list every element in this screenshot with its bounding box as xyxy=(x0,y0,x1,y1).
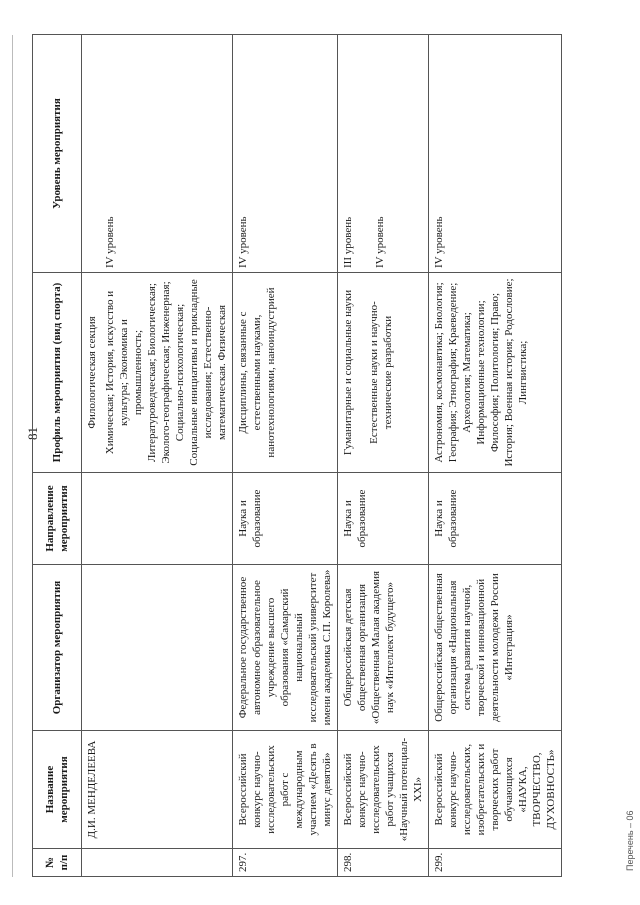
cell-direction: Наука и образование xyxy=(233,473,338,565)
cell-num: 298. xyxy=(338,849,429,877)
cell-name: Всероссийский конкурс научно-исследовательских, изобретательских и творческих работ обучающихся «НАУКА, ТВОРЧЕСТВО, ДУХОВНОСТЬ» xyxy=(429,731,562,849)
cell-num xyxy=(82,849,233,877)
level-line: IV уровень xyxy=(104,216,116,268)
profile-line: Гуманитарные и социальные науки xyxy=(342,289,354,456)
events-table xyxy=(32,34,562,877)
cell-level xyxy=(233,35,338,273)
header-num: № п/п xyxy=(33,849,82,877)
cell-organizer: Федеральное государственное автономное образовательное учреждение высшего образования «Самарский национальный исследовательский университет имени академика С.П. Королева» xyxy=(233,565,338,731)
header-level: Уровень мероприятия xyxy=(33,35,82,273)
cell-direction: Наука и образование xyxy=(338,473,429,565)
cell-profile xyxy=(82,273,233,473)
cell-organizer: Общероссийская детская общественная организация «Общественная Малая академия наук «Интеллект будущего» xyxy=(338,565,429,731)
cell-organizer xyxy=(82,565,233,731)
profile-line: Естественные науки и научно-технические разработки xyxy=(368,301,394,444)
table-row xyxy=(338,35,429,877)
cell-direction xyxy=(82,473,233,565)
cell-num: 299. xyxy=(429,849,562,877)
level-line: IV уровень xyxy=(374,216,386,268)
profile-line: Химическая; История, искусство и культура; Экономика и промышленность; Литературоведческая; Биологическая; Эколого-географическая; Инженерная; Социально-психологическая; Социальные инициативы и прикладные исследования; Естественно-математическая. Физическая xyxy=(104,279,228,466)
cell-direction: Наука и образование xyxy=(429,473,562,565)
page-number: 81 xyxy=(25,427,40,440)
header-organizer: Организатор мероприятия xyxy=(33,565,82,731)
header-profile: Профиль мероприятия (вид спорта) xyxy=(33,273,82,473)
cell-profile xyxy=(429,273,562,473)
cell-name: Всероссийский конкурс научно-исследовательских работ с международным участием «Десять в минус девятой» xyxy=(233,731,338,849)
table-row xyxy=(82,35,233,877)
cell-name: Д.И. МЕНДЕЛЕЕВА xyxy=(82,731,233,849)
level-line: III уровень xyxy=(342,216,354,268)
footer-note: Перечень – 06 xyxy=(625,810,635,871)
cell-num: 297. xyxy=(233,849,338,877)
table-row xyxy=(429,35,562,877)
cell-organizer: Общероссийская общественная организация «Национальная система развития научной, творческой и инновационной деятельности молодежи России «Интеграция» xyxy=(429,565,562,731)
level-line: IV уровень xyxy=(433,216,445,268)
cell-profile xyxy=(233,273,338,473)
cell-level xyxy=(338,35,429,273)
cell-profile xyxy=(338,273,429,473)
cell-name: Всероссийский конкурс научно-исследовательских работ учащихся «Научный потенциал-XXI» xyxy=(338,731,429,849)
cell-level xyxy=(429,35,562,273)
profile-line: Филологическая секция xyxy=(86,316,98,429)
table-header-row xyxy=(33,35,82,877)
table-row xyxy=(233,35,338,877)
level-line: IV уровень xyxy=(237,216,249,268)
profile-line: Астрономия, космонавтика; Биология; География; Этнография; Краеведение; Археология; Математика; Информационные технологии; Философия; Политология; Право; История; Военная история; Родословие; Лингвистика; xyxy=(433,278,529,467)
header-direction: Направление мероприятия xyxy=(33,473,82,565)
top-rule xyxy=(12,35,13,877)
profile-line: Дисциплины, связанные с естественными науками, нанотехнологиями, наноиндустрией xyxy=(237,287,277,458)
cell-level xyxy=(82,35,233,273)
header-name: Название мероприятия xyxy=(33,731,82,849)
